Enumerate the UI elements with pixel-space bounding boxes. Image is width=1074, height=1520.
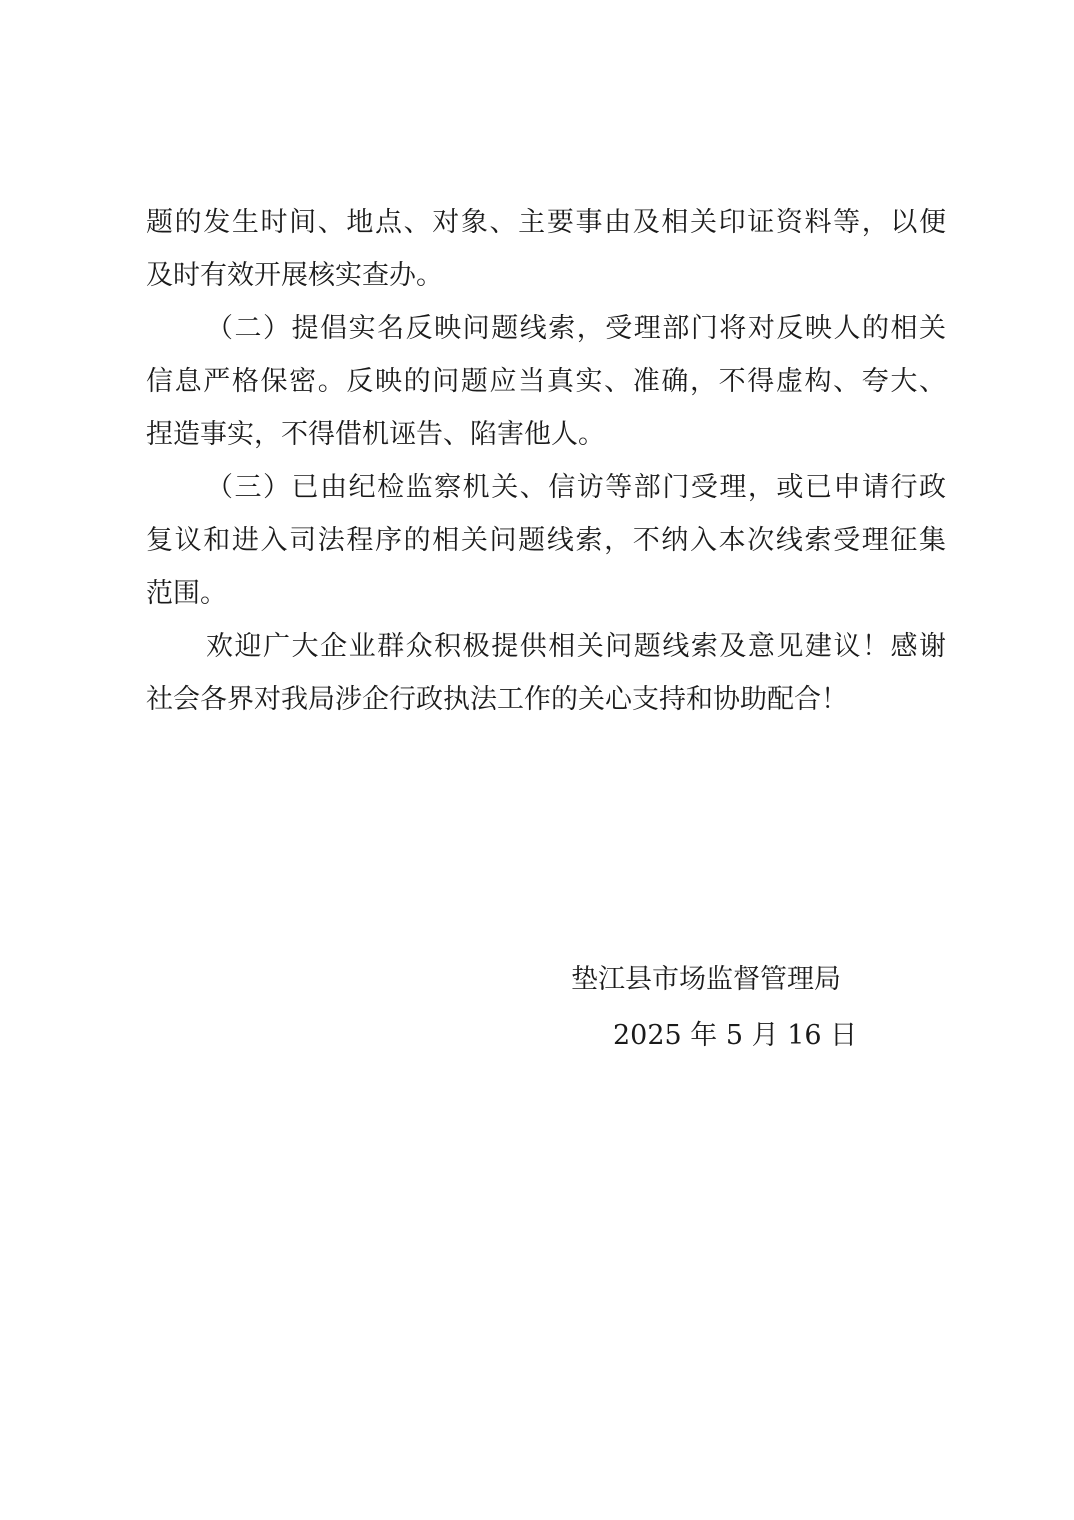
- paragraph-3-line-1: （三）已由纪检监察机关、信访等部门受理，或已申请行政: [206, 472, 946, 503]
- paragraph-3-line-2: 复议和进入司法程序的相关问题线索，不纳入本次线索受理征集: [146, 525, 946, 556]
- paragraph-2-line-2: 信息严格保密。反映的问题应当真实、准确，不得虚构、夸大、: [146, 366, 946, 397]
- paragraph-2-line-1: （二）提倡实名反映问题线索，受理部门将对反映人的相关: [206, 313, 946, 344]
- issue-date: 2025 年 5 月 16 日: [613, 1020, 858, 1051]
- document-body: [146, 196, 946, 726]
- paragraph-4-line-2: 社会各界对我局涉企行政执法工作的关心支持和协助配合！: [146, 684, 848, 715]
- paragraph-1-line-1: 题的发生时间、地点、对象、主要事由及相关印证资料等，以便: [146, 207, 946, 238]
- paragraph-2-line-3: 捏造事实，不得借机诬告、陷害他人。: [146, 419, 605, 450]
- paragraph-1-line-2: 及时有效开展核实查办。: [146, 260, 443, 291]
- issuing-organization: 垫江县市场监督管理局: [571, 964, 841, 995]
- signature-block: [571, 960, 871, 1056]
- paragraph-4-line-1: 欢迎广大企业群众积极提供相关问题线索及意见建议！感谢: [206, 631, 946, 662]
- paragraph-3-line-3: 范围。: [146, 578, 227, 609]
